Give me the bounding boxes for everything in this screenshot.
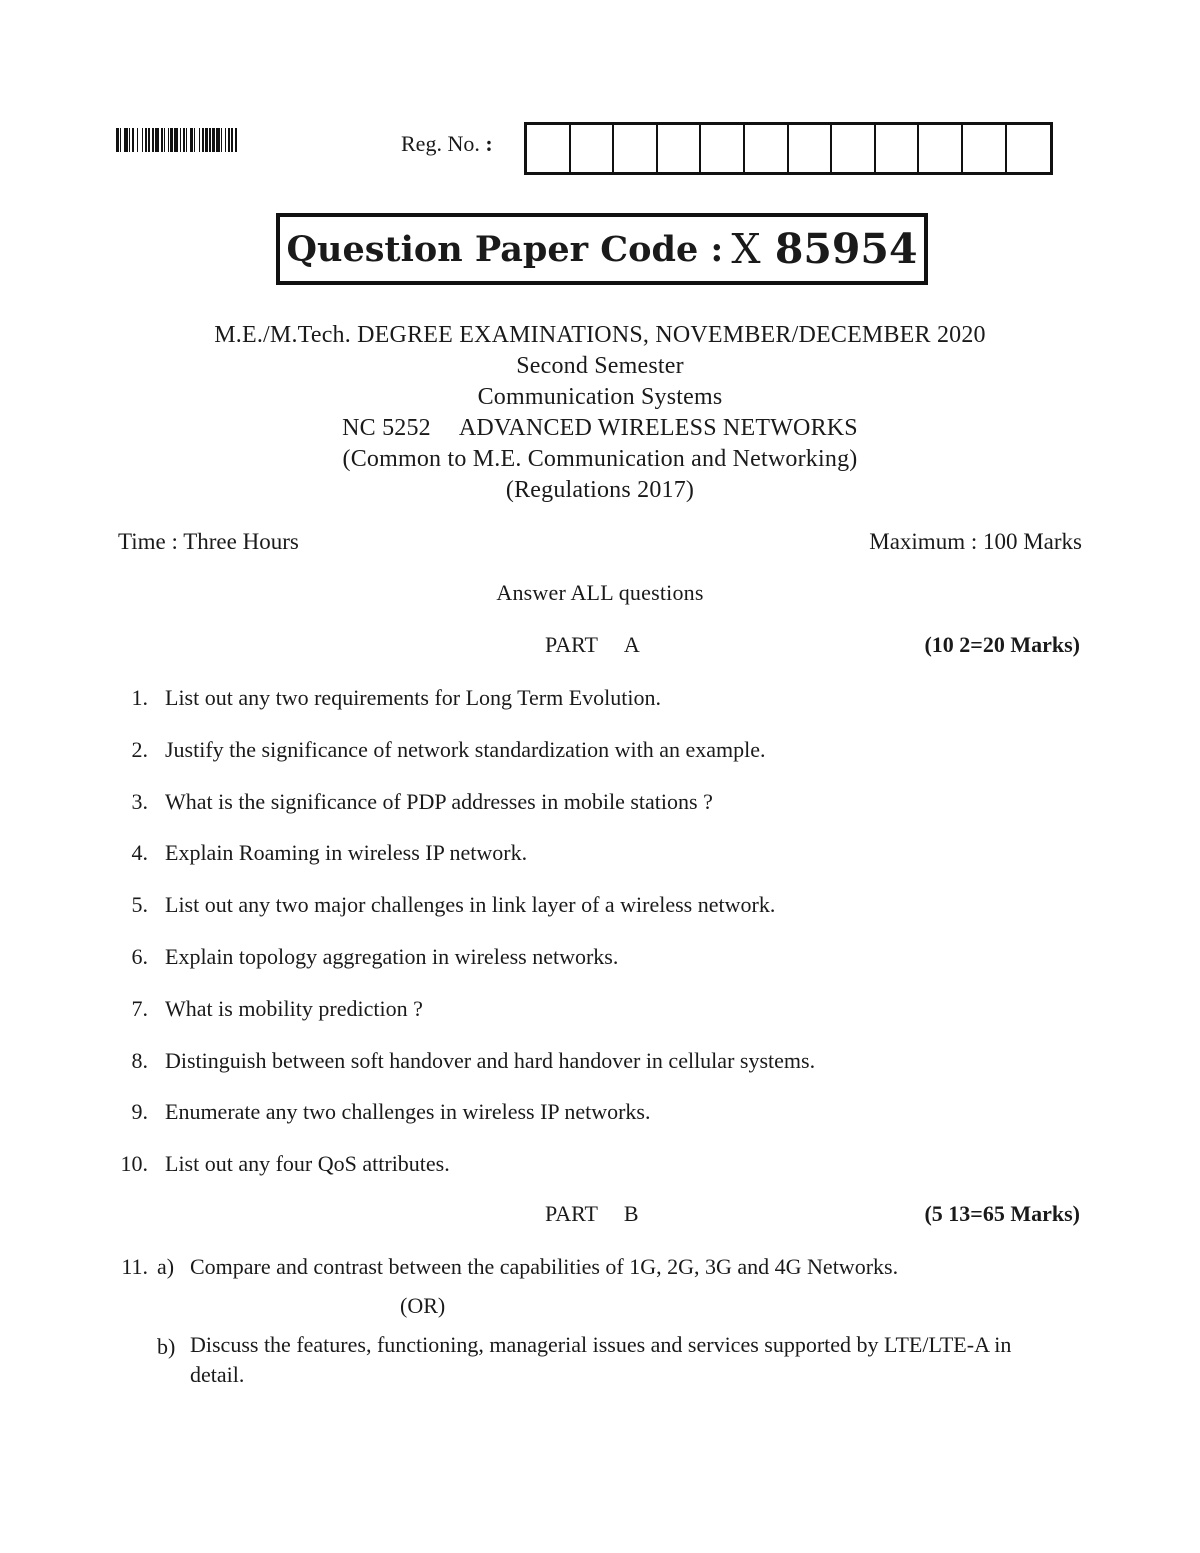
q11-b-text: Discuss the features, functioning, managerial issues and services supported by LTE/LTE-A in detail. <box>190 1332 1012 1387</box>
question-text: List out any two major challenges in link layer of a wireless network. <box>165 892 776 917</box>
question-number: 3. <box>131 789 148 814</box>
reg-no-digit-box[interactable] <box>701 125 745 172</box>
reg-no-digit-box[interactable] <box>745 125 789 172</box>
reg-no-colon: : <box>485 131 493 156</box>
question-text: Explain topology aggregation in wireless networks. <box>165 944 619 969</box>
reg-no-digit-box[interactable] <box>614 125 658 172</box>
question-text: List out any four QoS attributes. <box>165 1151 450 1176</box>
question-paper-code-box <box>276 213 928 285</box>
paper-code-number: 85954 <box>774 225 918 273</box>
question-number: 9. <box>131 1099 148 1124</box>
question-number: 8. <box>131 1048 148 1073</box>
exam-title: M.E./M.Tech. DEGREE EXAMINATIONS, NOVEMBER/DECEMBER 2020 <box>214 322 986 348</box>
reg-no-digit-box[interactable] <box>832 125 876 172</box>
question-text: Explain Roaming in wireless IP network. <box>165 840 528 865</box>
exam-semester: Second Semester <box>516 353 684 379</box>
reg-no-digit-box[interactable] <box>963 125 1007 172</box>
question-text: List out any two requirements for Long Term Evolution. <box>165 685 662 710</box>
part-b-marks: (5 13=65 Marks) <box>924 1201 1080 1226</box>
course-code: NC 5252 <box>342 415 431 441</box>
barcode <box>116 128 294 152</box>
reg-no-boxes <box>524 122 1053 175</box>
question-number: 7. <box>131 996 148 1021</box>
reg-no-digit-box[interactable] <box>1007 125 1051 172</box>
or-separator: (OR) <box>400 1293 446 1318</box>
question-text: Justify the significance of network standardization with an example. <box>165 737 766 762</box>
exam-max-marks: Maximum : 100 Marks <box>869 529 1082 554</box>
exam-branch: Communication Systems <box>477 384 723 410</box>
part-a-letter: A <box>623 632 640 657</box>
paper-code-prefix: X <box>731 225 761 273</box>
exam-time: Time : Three Hours <box>118 529 299 554</box>
question-text: Enumerate any two challenges in wireless IP networks. <box>165 1099 651 1124</box>
part-b-letter: B <box>623 1201 639 1226</box>
part-a-heading <box>545 632 640 658</box>
common-to: (Common to M.E. Communication and Networking) <box>342 446 858 472</box>
question-number: 1. <box>131 685 148 710</box>
part-b-title: PART <box>545 1201 598 1226</box>
question-number: 10. <box>120 1151 148 1176</box>
q11-number: 11. <box>121 1254 148 1279</box>
course-name: ADVANCED WIRELESS NETWORKS <box>458 415 858 441</box>
part-a-marks: (10 2=20 Marks) <box>924 632 1080 657</box>
question-text: What is mobility prediction ? <box>165 996 423 1021</box>
q11-a-text: Compare and contrast between the capabilities of 1G, 2G, 3G and 4G Networks. <box>190 1254 899 1279</box>
regulations: (Regulations 2017) <box>505 477 695 503</box>
question-number: 4. <box>131 840 148 865</box>
part-b-heading <box>545 1201 639 1227</box>
question-text: What is the significance of PDP addresses in mobile stations ? <box>165 789 713 814</box>
reg-no-digit-box[interactable] <box>876 125 920 172</box>
course-line <box>0 415 1200 442</box>
reg-no-digit-box[interactable] <box>527 125 571 172</box>
part-a-title: PART <box>545 632 598 657</box>
reg-no-digit-box[interactable] <box>789 125 833 172</box>
reg-no-label <box>401 131 493 157</box>
question-number: 5. <box>131 892 148 917</box>
reg-no-digit-box[interactable] <box>658 125 702 172</box>
question-number: 6. <box>131 944 148 969</box>
question-text: Distinguish between soft handover and hard handover in cellular systems. <box>165 1048 816 1073</box>
q11-a-label: a) <box>157 1254 175 1279</box>
reg-no-digit-box[interactable] <box>919 125 963 172</box>
q11-b-label: b) <box>157 1334 176 1359</box>
reg-no-digit-box[interactable] <box>571 125 615 172</box>
question-number: 2. <box>131 737 148 762</box>
reg-no-text: Reg. No. <box>401 131 480 156</box>
instruction: Answer ALL questions <box>496 580 704 605</box>
paper-code-label: Question Paper Code : <box>286 228 724 270</box>
paper-code-value <box>731 225 917 273</box>
